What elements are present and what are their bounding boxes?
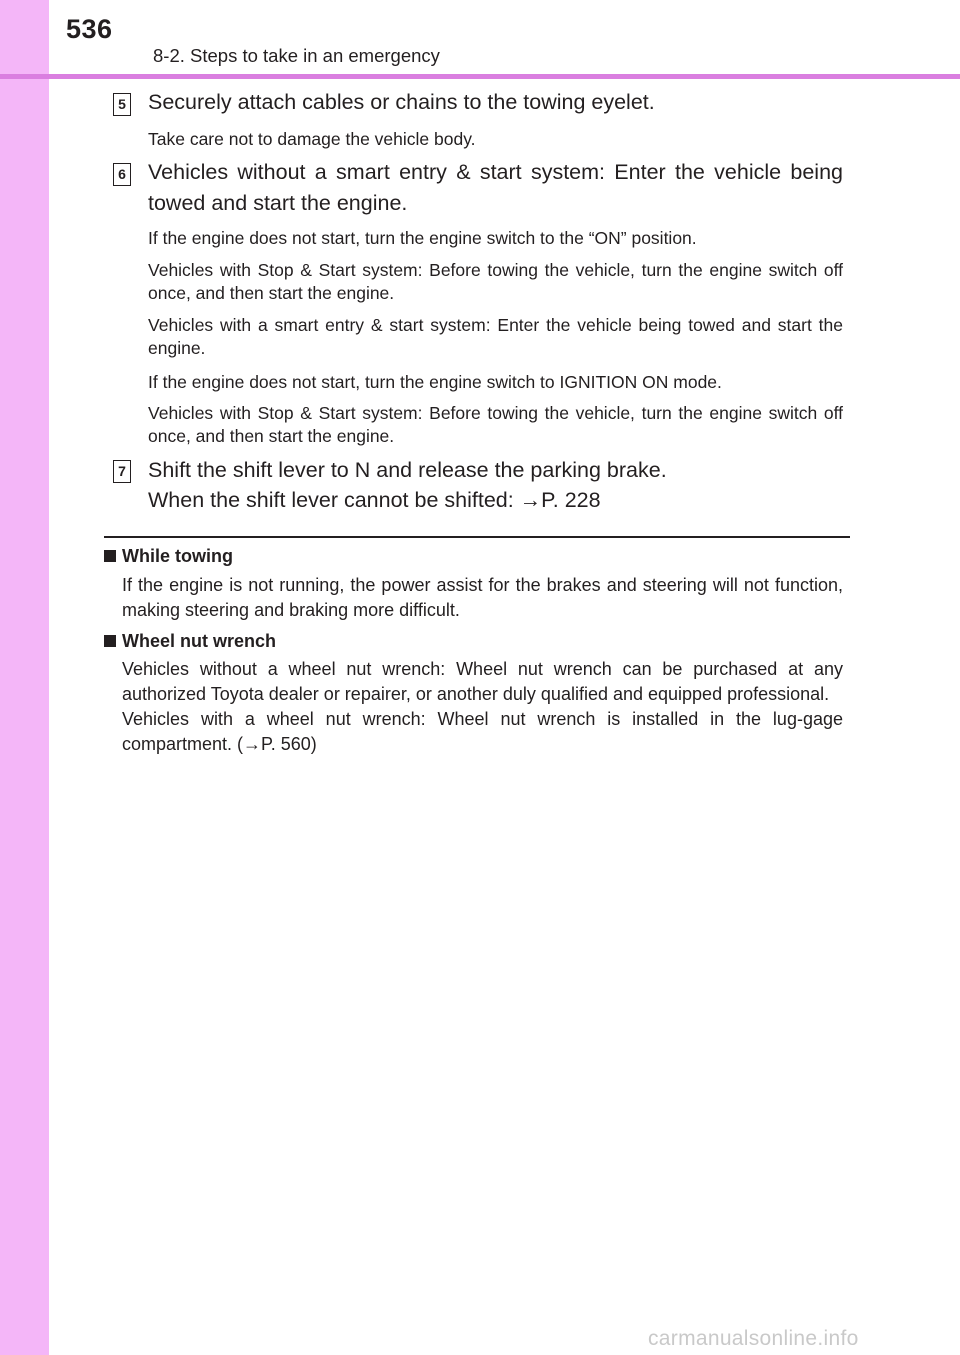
step-number-5: 5 bbox=[113, 93, 131, 116]
topic-body-while-towing bbox=[122, 573, 843, 623]
step-6-note-3: Vehicles with a smart entry & start system: Enter the vehicle being towed and start the engine. bbox=[148, 315, 843, 358]
step-6-note-4: If the engine does not start, turn the engine switch to IGNITION ON mode. bbox=[148, 372, 722, 392]
side-color-band bbox=[0, 0, 49, 1355]
step-7-cross-reference: When the shift lever cannot be shifted: →P. 228 bbox=[148, 488, 601, 512]
square-bullet-icon bbox=[104, 635, 116, 647]
topic-heading-wheel-nut-wrench bbox=[104, 629, 276, 653]
section-title: 8-2. Steps to take in an emergency bbox=[153, 45, 440, 66]
section-divider bbox=[104, 536, 850, 538]
square-bullet-icon bbox=[104, 550, 116, 562]
topic-heading-text: While towing bbox=[122, 546, 233, 566]
page-number: 536 bbox=[66, 14, 113, 44]
step-6-text: Vehicles without a smart entry & start system: Enter the vehicle being towed and start the engine. bbox=[148, 160, 843, 215]
topic-heading-while-towing bbox=[104, 544, 233, 568]
step-number-6: 6 bbox=[113, 163, 131, 186]
watermark: carmanualsonline.info bbox=[648, 1327, 859, 1350]
topic-paragraph: Vehicles without a wheel nut wrench: Wheel nut wrench can be purchased at any authorized Toyota dealer or repairer, or another duly qualified and equipped professional. bbox=[122, 659, 843, 704]
step-5-text: Securely attach cables or chains to the towing eyelet. bbox=[148, 90, 655, 114]
step-number-7: 7 bbox=[113, 460, 131, 483]
topic-body-wheel-nut-wrench bbox=[122, 657, 843, 757]
topic-paragraph: If the engine is not running, the power assist for the brakes and steering will not function, making steering and braking more difficult. bbox=[122, 575, 843, 620]
step-6-note-2: Vehicles with Stop & Start system: Before towing the vehicle, turn the engine switch off once, and then start the engine. bbox=[148, 260, 843, 303]
step-5-note: Take care not to damage the vehicle body. bbox=[148, 129, 476, 149]
step-7-text: Shift the shift lever to N and release the parking brake. bbox=[148, 458, 667, 482]
step-6-note-5: Vehicles with Stop & Start system: Before towing the vehicle, turn the engine switch off once, and then start the engine. bbox=[148, 403, 843, 446]
header-rule bbox=[0, 74, 960, 79]
topic-paragraph: Vehicles with a wheel nut wrench: Wheel nut wrench is installed in the lug-gage compartment. (→P. 560) bbox=[122, 709, 843, 754]
step-6-note-1: If the engine does not start, turn the engine switch to the “ON” position. bbox=[148, 228, 697, 248]
topic-heading-text: Wheel nut wrench bbox=[122, 631, 277, 651]
